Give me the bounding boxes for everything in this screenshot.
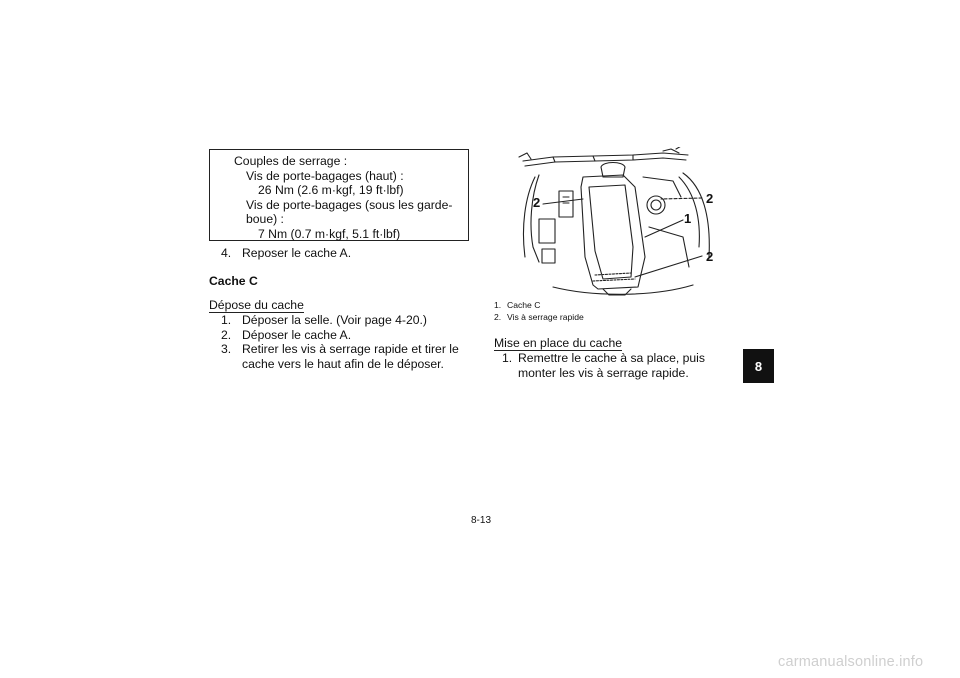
right-column xyxy=(494,336,746,380)
step-text: Déposer le cache A. xyxy=(242,327,352,342)
caption-item xyxy=(494,311,584,323)
step-text: Déposer la selle. (Voir page 4-20.) xyxy=(242,313,427,328)
torque-line-upper-screws: Vis de porte-bagages (haut) : xyxy=(246,168,404,183)
callout-2-right-top: 2 xyxy=(706,191,714,206)
step-number: 4. xyxy=(221,246,232,260)
step-item xyxy=(209,328,471,343)
section-title: Cache C xyxy=(209,273,258,288)
cover-c-illustration xyxy=(513,147,727,297)
left-column xyxy=(209,246,471,372)
step-text: Remettre le cache à sa place, puis monter les vis à serrage rapide. xyxy=(518,351,705,380)
install-title: Mise en place du cache xyxy=(494,336,623,350)
step-number: 3. xyxy=(221,342,232,357)
step-text: Reposer le cache A. xyxy=(242,246,352,260)
atv-front-illustration xyxy=(513,147,727,297)
page-number: 8-13 xyxy=(471,515,492,526)
step-number: 1. xyxy=(221,313,232,328)
step-number: 2. xyxy=(221,327,232,342)
removal-title: Dépose du cache xyxy=(209,298,304,313)
callout-1: 1 xyxy=(684,211,692,226)
chapter-tab: 8 xyxy=(743,349,774,383)
caption-number: 2. xyxy=(494,312,502,322)
torque-value-lower: 7 Nm (0.7 m·kgf, 5.1 ft·lbf) xyxy=(258,226,401,241)
torque-line-lower-screws: Vis de porte-bagages (sous les garde- xyxy=(246,197,453,212)
callout-2-right-bottom: 2 xyxy=(706,249,714,264)
step-item xyxy=(209,342,471,371)
caption-number: 1. xyxy=(494,300,502,310)
torque-title: Couples de serrage : xyxy=(234,154,348,168)
step-item xyxy=(209,246,471,261)
watermark: carmanualsonline.info xyxy=(778,654,924,670)
step-number: 1. xyxy=(502,351,513,365)
torque-spec-box xyxy=(209,149,469,241)
caption-item xyxy=(494,299,584,311)
callout-2-left: 2 xyxy=(533,195,541,210)
caption-text: Cache C xyxy=(507,300,541,310)
caption-text: Vis à serrage rapide xyxy=(507,312,584,322)
step-text: Retirer les vis à serrage rapide et tirer le cache vers le haut afin de le déposer. xyxy=(242,342,459,371)
step-item xyxy=(494,351,746,380)
figure-captions xyxy=(494,299,584,323)
torque-value-upper: 26 Nm (2.6 m·kgf, 19 ft·lbf) xyxy=(258,183,404,198)
step-item xyxy=(209,313,471,328)
torque-line-lower-screws-cont: boue) : xyxy=(246,212,284,227)
